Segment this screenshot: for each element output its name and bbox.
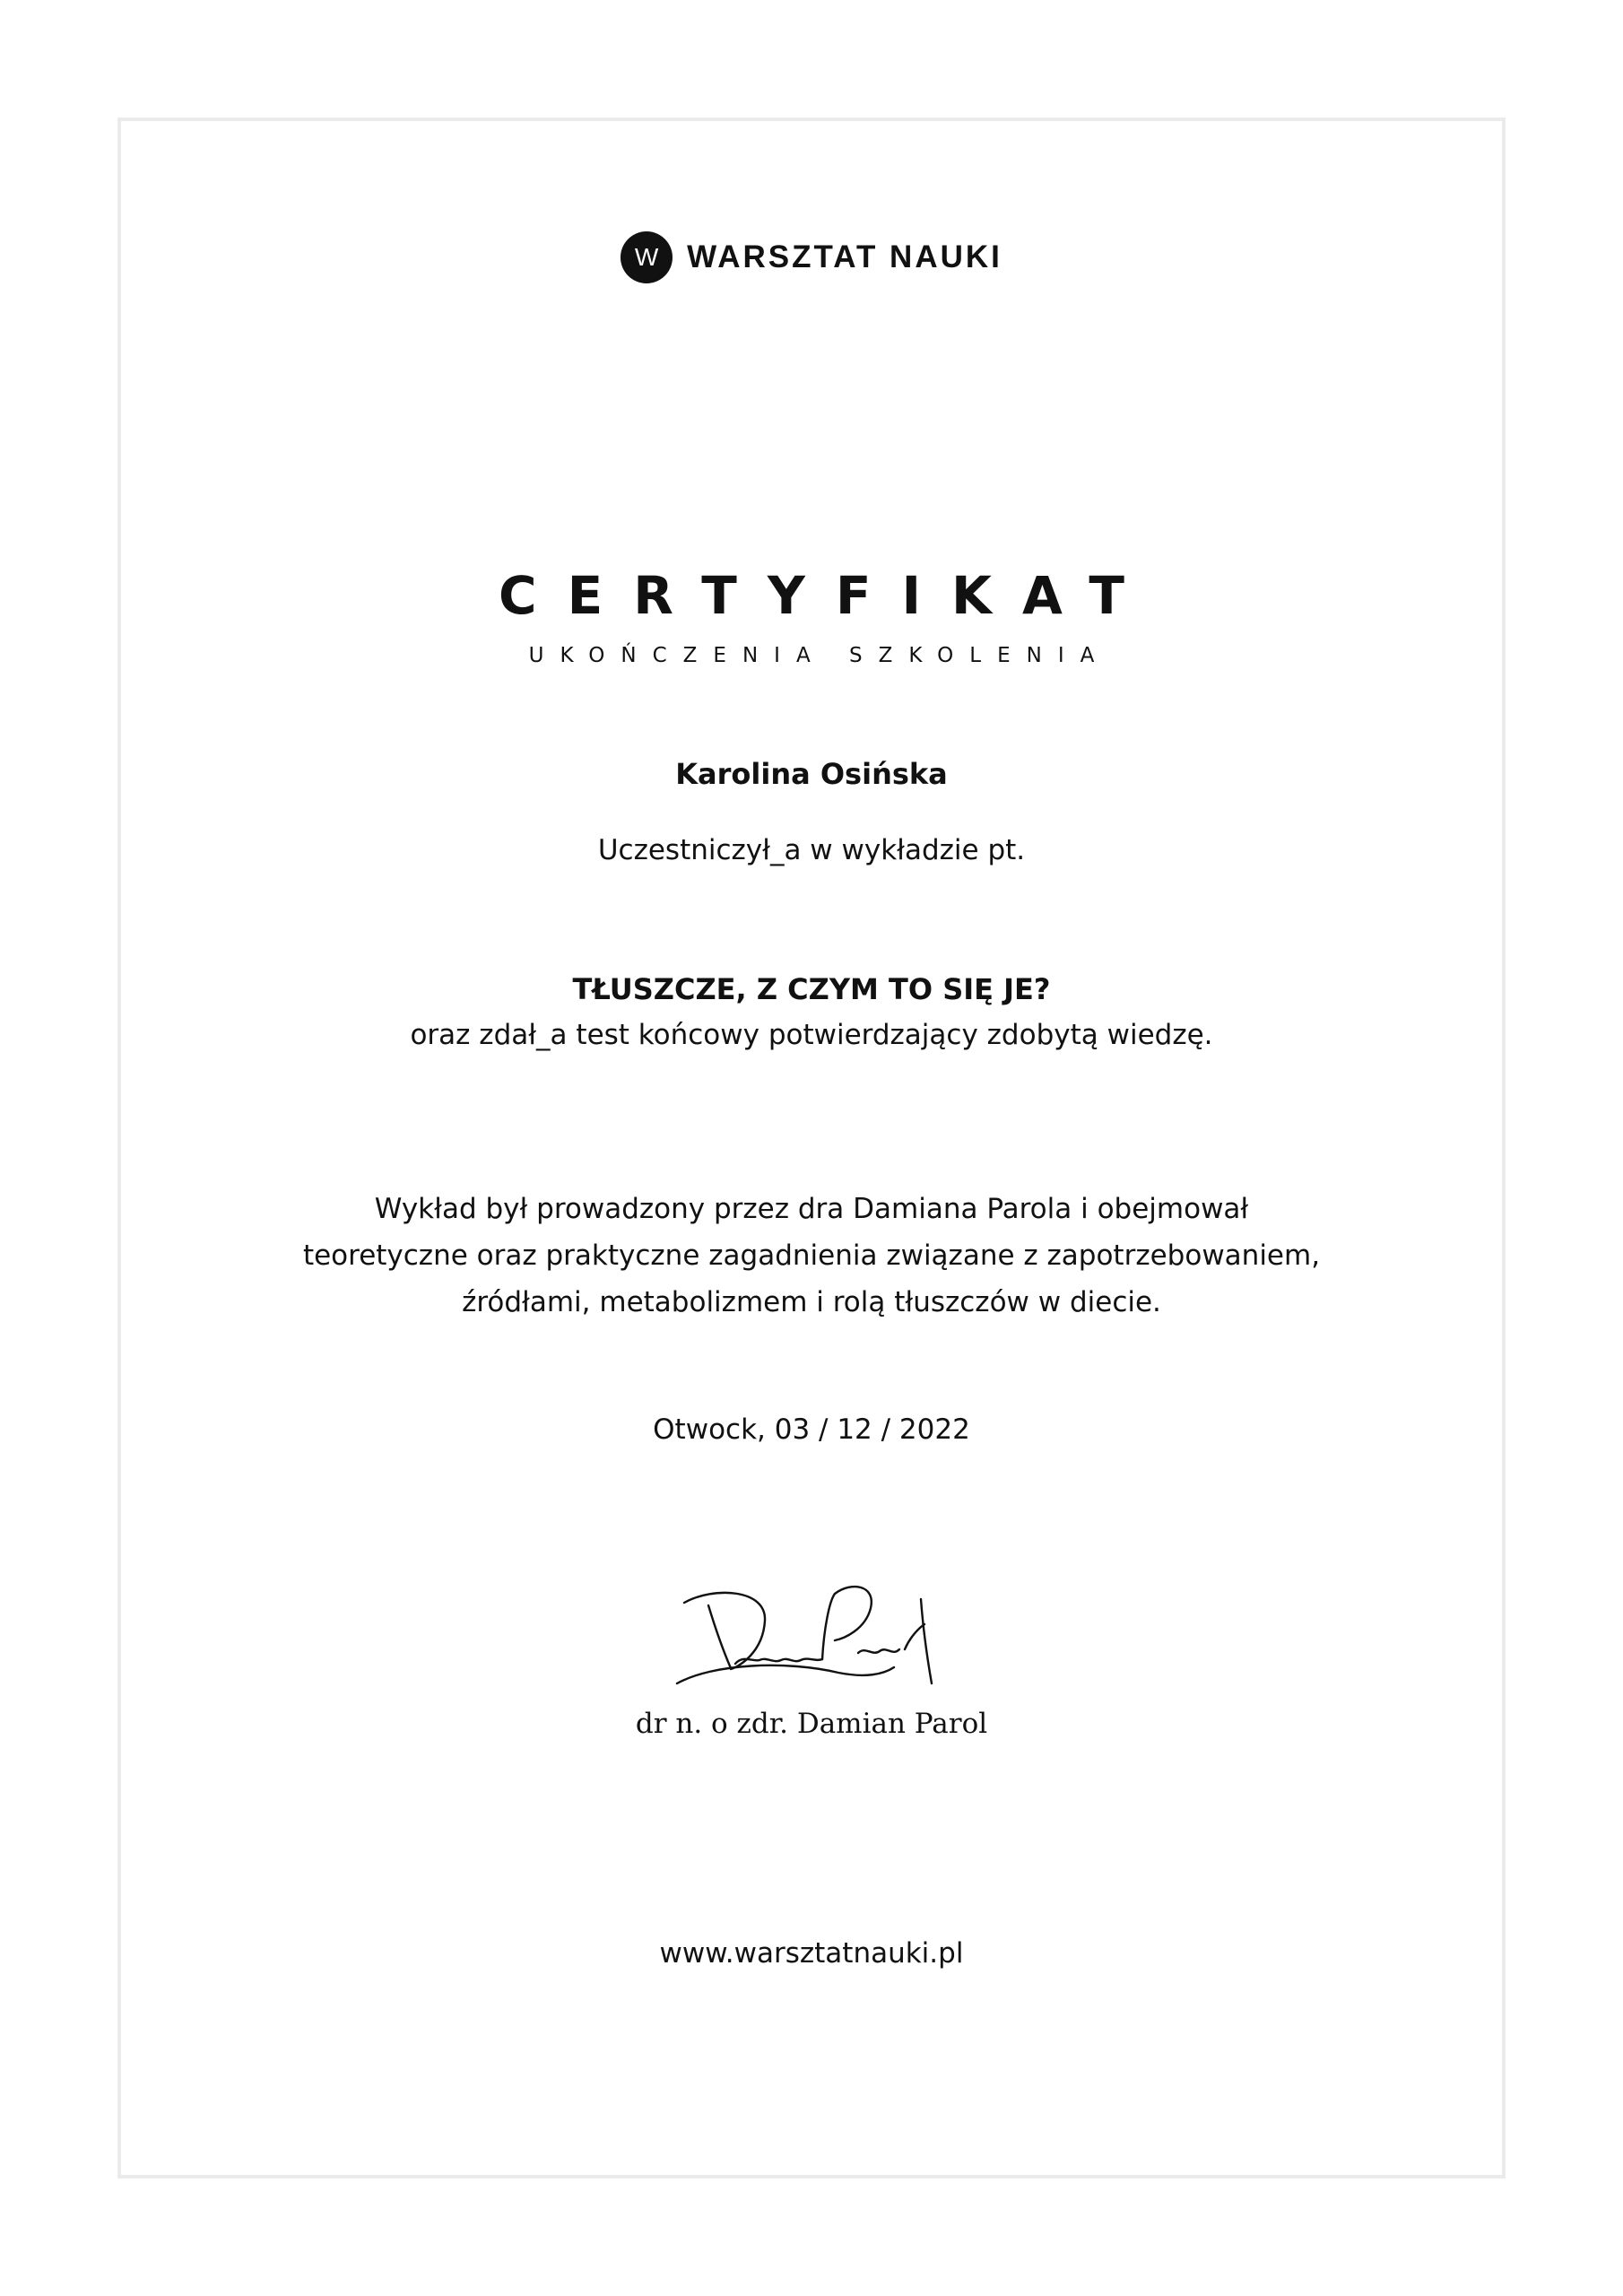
brand-logo [0, 231, 1623, 283]
certificate-border [117, 117, 1506, 2179]
recipient-name: Karolina Osińska [675, 757, 948, 791]
completion-text: oraz zdał_a test końcowy potwierdzający zdobytą wiedzę. [410, 1019, 1213, 1051]
website-link[interactable]: www.warsztatnauki.pl [659, 1937, 964, 1970]
handwritten-signature [659, 1574, 964, 1691]
brand-name: WARSZTAT NAUKI [687, 239, 1002, 274]
logo-mark-icon: W [621, 231, 673, 283]
participation-text: Uczestniczył_a w wykładzie pt. [597, 834, 1026, 866]
certificate-subtitle: UKOŃCZENIA SZKOLENIA [528, 644, 1111, 667]
signer-name: dr n. o zdr. Damian Parol [635, 1708, 988, 1740]
course-description [0, 1186, 1623, 1326]
description-line: źródłami, metabolizmem i rolą tłuszczów w diecie. [462, 1286, 1161, 1318]
course-title: TŁUSZCZE, Z CZYM TO SIĘ JE? [572, 972, 1051, 1006]
description-line: teoretyczne oraz praktyczne zagadnienia związane z zapotrzebowaniem, [302, 1239, 1321, 1272]
description-line: Wykład był prowadzony przez dra Damiana Parola i obejmował [374, 1193, 1249, 1225]
certificate-title: CERTYFIKAT [499, 565, 1155, 626]
place-date: Otwock, 03 / 12 / 2022 [653, 1413, 970, 1446]
